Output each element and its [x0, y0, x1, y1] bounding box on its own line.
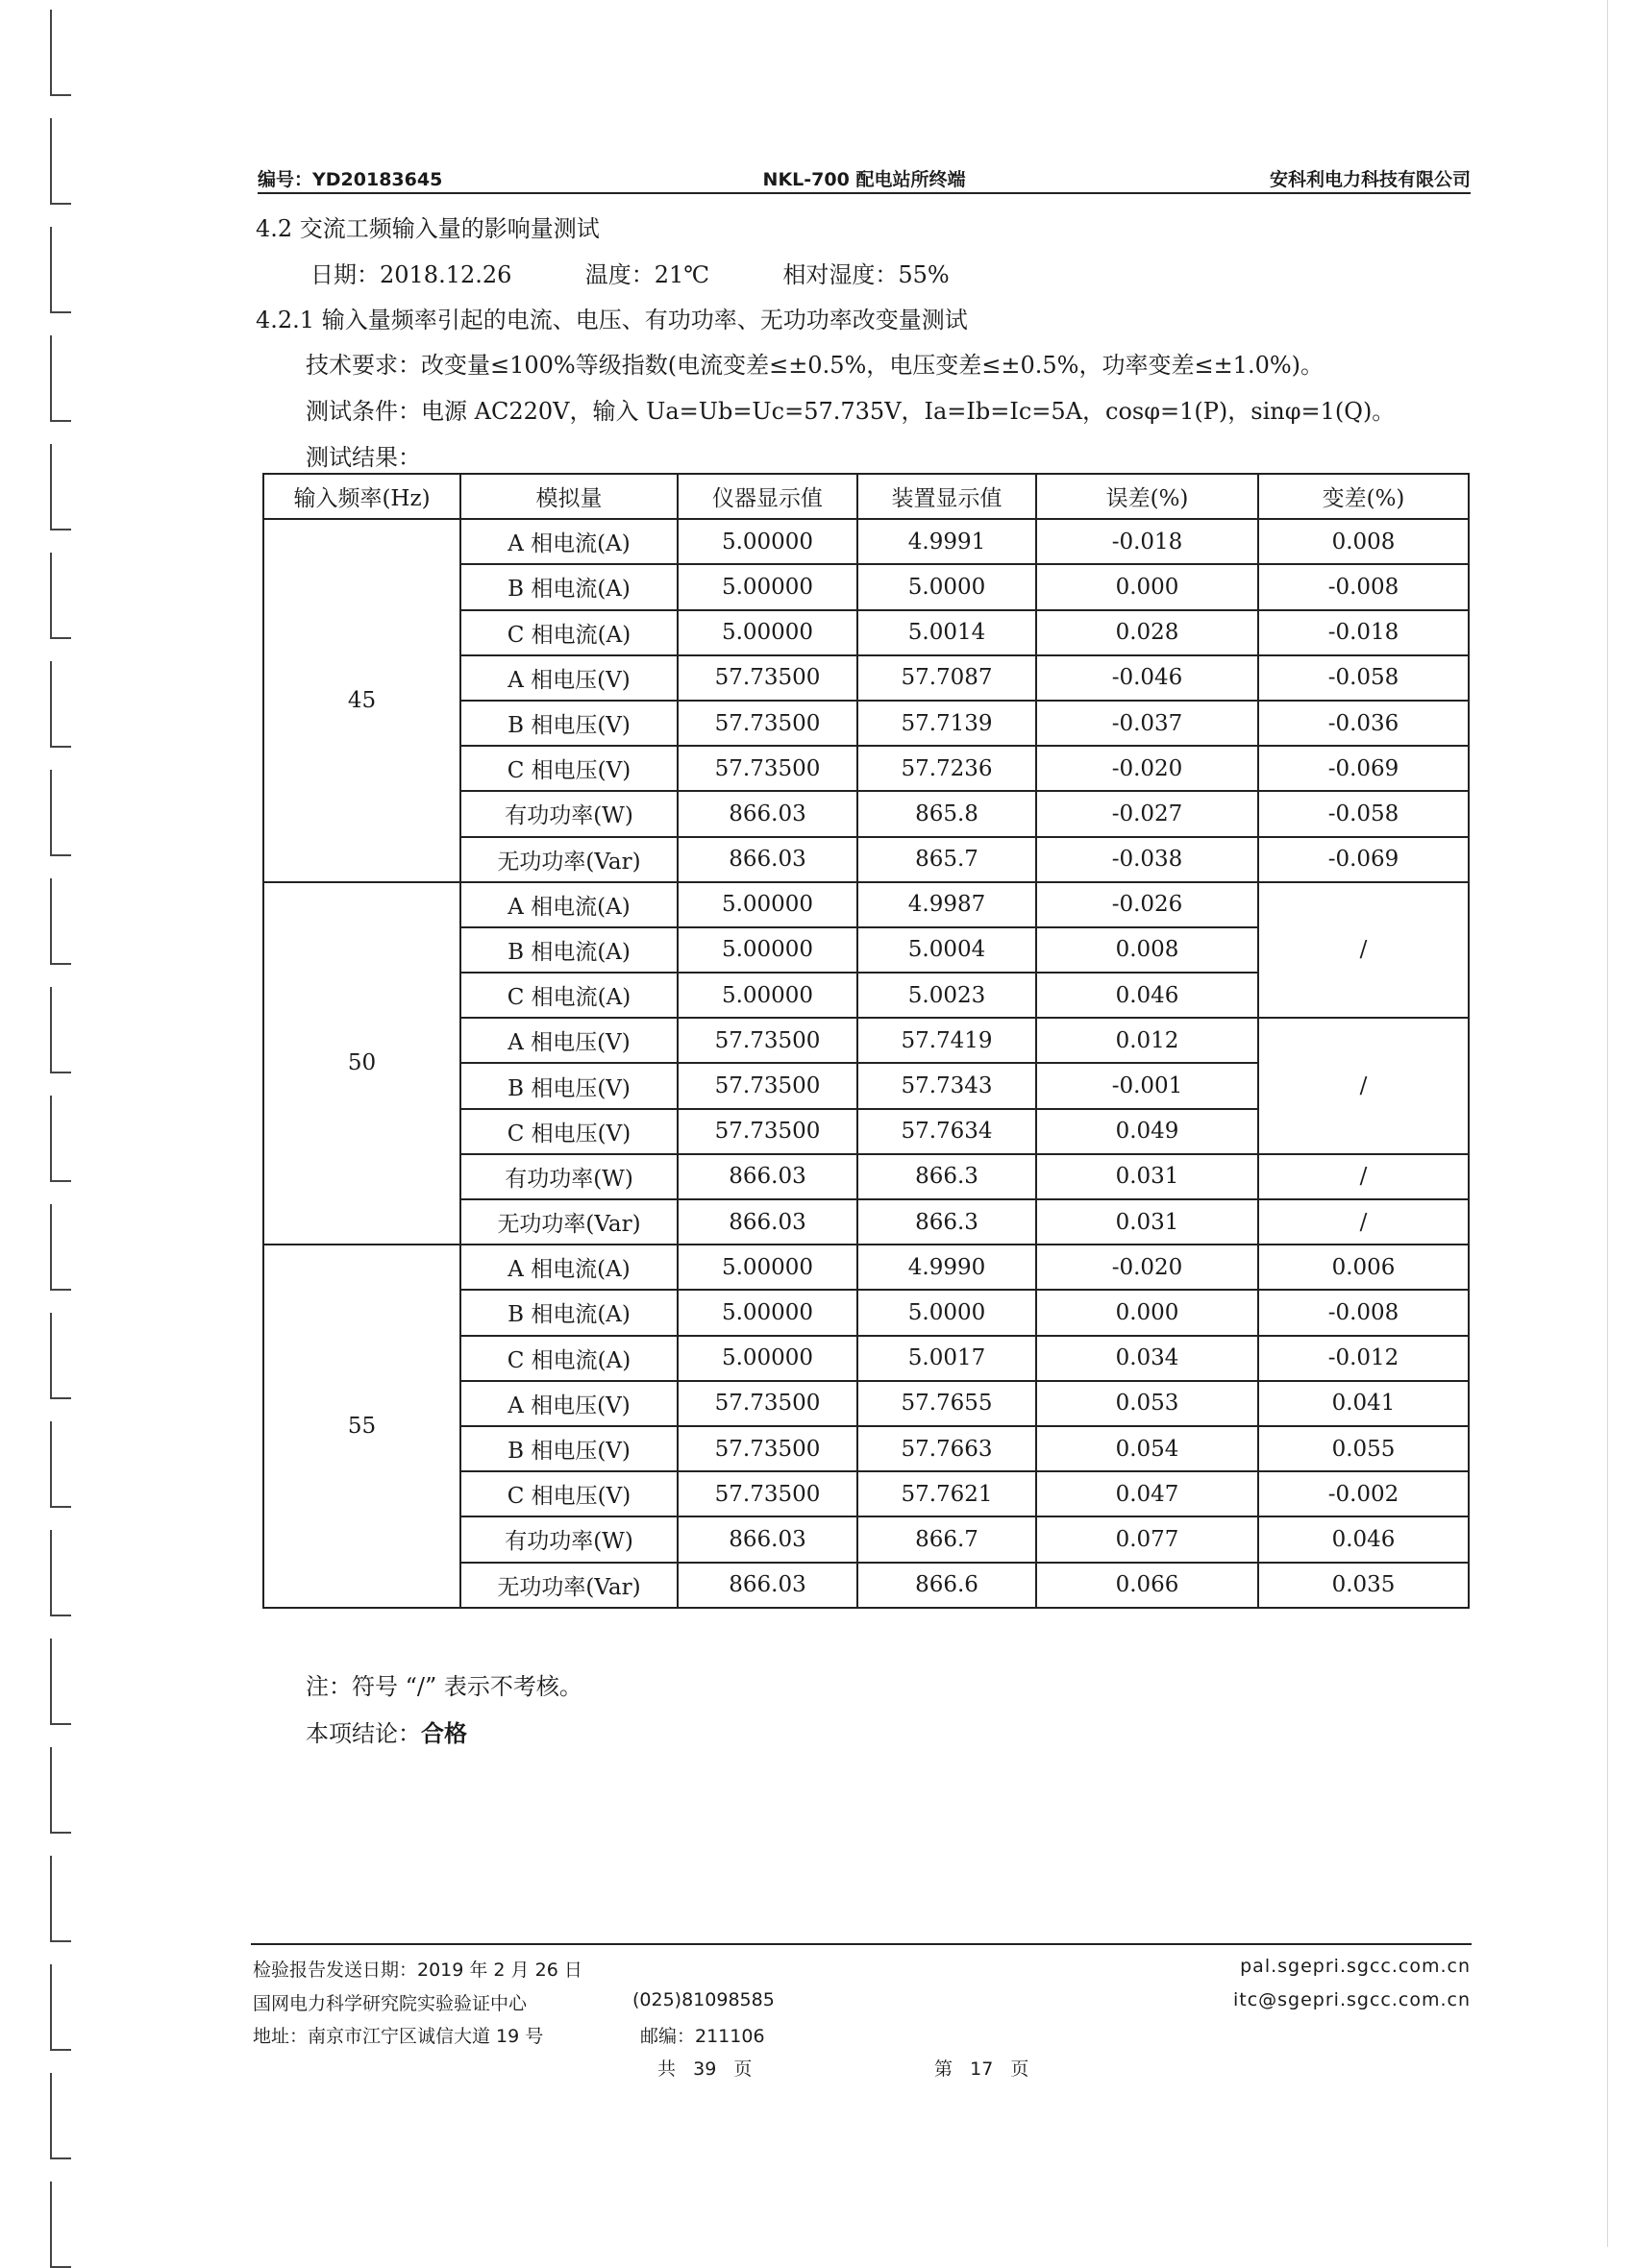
instrument-cell: 866.03: [678, 1154, 857, 1199]
device-cell: 57.7634: [857, 1109, 1036, 1154]
device-cell: 5.0017: [857, 1336, 1036, 1381]
device-cell: 4.9990: [857, 1245, 1036, 1290]
device-cell: 5.0014: [857, 610, 1036, 655]
binding-tick: [50, 1964, 71, 2051]
total-pages: 共 39 页: [657, 2058, 753, 2080]
device-cell: 57.7621: [857, 1471, 1036, 1516]
quantity-cell: 有功功率(W): [460, 1516, 678, 1562]
error-cell: 0.077: [1036, 1516, 1258, 1562]
quantity-cell: B 相电压(V): [460, 1063, 678, 1108]
col-header-error: 误差(%): [1036, 474, 1258, 519]
device-cell: 4.9991: [857, 519, 1036, 564]
variation-cell-not-assessed: /: [1258, 1018, 1469, 1154]
error-cell: 0.000: [1036, 1290, 1258, 1335]
instrument-cell: 5.00000: [678, 927, 857, 973]
error-cell: -0.027: [1036, 791, 1258, 836]
product-name: NKL-700 配电站所终端: [762, 169, 966, 190]
variation-cell: 0.035: [1258, 1563, 1469, 1608]
table-header-row: [263, 474, 1469, 519]
instrument-cell: 866.03: [678, 1563, 857, 1608]
quantity-cell: B 相电压(V): [460, 1426, 678, 1471]
instrument-cell: 5.00000: [678, 882, 857, 927]
table-row: [263, 882, 1469, 927]
instrument-cell: 57.73500: [678, 1063, 857, 1108]
variation-cell: -0.058: [1258, 655, 1469, 701]
table-row: [263, 519, 1469, 564]
variation-cell: 0.046: [1258, 1516, 1469, 1562]
error-cell: -0.018: [1036, 519, 1258, 564]
instrument-cell: 57.73500: [678, 701, 857, 746]
instrument-cell: 57.73500: [678, 1018, 857, 1063]
error-cell: 0.053: [1036, 1381, 1258, 1426]
error-cell: 0.046: [1036, 973, 1258, 1018]
variation-cell: -0.002: [1258, 1471, 1469, 1516]
quantity-cell: A 相电压(V): [460, 1381, 678, 1426]
error-cell: 0.031: [1036, 1154, 1258, 1199]
device-cell: 57.7663: [857, 1426, 1036, 1471]
variation-cell: -0.012: [1258, 1336, 1469, 1381]
binding-tick: [50, 770, 71, 856]
binding-tick: [50, 2182, 71, 2268]
binding-tick: [50, 10, 71, 96]
quantity-cell: B 相电流(A): [460, 564, 678, 609]
variation-cell: -0.008: [1258, 564, 1469, 609]
page-header: [258, 163, 1471, 194]
instrument-cell: 5.00000: [678, 610, 857, 655]
variation-cell: -0.018: [1258, 610, 1469, 655]
frequency-cell: 55: [263, 1245, 460, 1608]
instrument-cell: 5.00000: [678, 564, 857, 609]
results-table: [262, 473, 1470, 1609]
instrument-cell: 57.73500: [678, 655, 857, 701]
binding-tick: [50, 987, 71, 1073]
binding-tick: [50, 878, 71, 965]
instrument-cell: 866.03: [678, 1516, 857, 1562]
variation-cell: 0.055: [1258, 1426, 1469, 1471]
company-name: 安科利电力科技有限公司: [1269, 169, 1471, 190]
binding-tick: [50, 444, 71, 530]
device-cell: 57.7419: [857, 1018, 1036, 1063]
device-cell: 865.7: [857, 837, 1036, 882]
email: itc@sgepri.sgcc.com.cn: [1232, 1989, 1471, 2010]
binding-tick: [50, 1856, 71, 1942]
frequency-cell: 45: [263, 519, 460, 882]
variation-cell: 0.041: [1258, 1381, 1469, 1426]
footer-divider: [251, 1943, 1472, 1945]
col-header-quantity: 模拟量: [460, 474, 678, 519]
binding-tick: [50, 227, 71, 313]
instrument-cell: 866.03: [678, 837, 857, 882]
quantity-cell: A 相电压(V): [460, 655, 678, 701]
variation-cell: -0.036: [1258, 701, 1469, 746]
send-date: 检验报告发送日期：2019 年 2 月 26 日: [253, 1960, 582, 1981]
frequency-cell: 50: [263, 882, 460, 1245]
variation-cell: -0.069: [1258, 837, 1469, 882]
conclusion-label: 本项结论：: [306, 1720, 421, 1747]
issuing-center: 国网电力科学研究院实验验证中心: [253, 1993, 528, 2014]
table-row: [263, 1245, 1469, 1290]
instrument-cell: 5.00000: [678, 1245, 857, 1290]
test-conditions: 测试条件：电源 AC220V，输入 Ua=Ub=Uc=57.735V，Ia=Ib=Ic=5A，cosφ=1(P)，sinφ=1(Q)。: [306, 398, 1396, 425]
variation-cell: -0.058: [1258, 791, 1469, 836]
quantity-cell: 有功功率(W): [460, 1154, 678, 1199]
quantity-cell: 有功功率(W): [460, 791, 678, 836]
device-cell: 5.0000: [857, 564, 1036, 609]
quantity-cell: C 相电流(A): [460, 973, 678, 1018]
test-environment: 日期：2018.12.26 温度：21℃ 相对湿度：55%: [310, 261, 950, 288]
error-cell: 0.000: [1036, 564, 1258, 609]
error-cell: 0.049: [1036, 1109, 1258, 1154]
quantity-cell: C 相电流(A): [460, 610, 678, 655]
report-number: 编号：YD20183645: [258, 169, 443, 190]
binding-tick: [50, 335, 71, 422]
conclusion-value: 合格: [421, 1720, 467, 1747]
quantity-cell: C 相电压(V): [460, 1109, 678, 1154]
quantity-cell: A 相电压(V): [460, 1018, 678, 1063]
error-cell: -0.038: [1036, 837, 1258, 882]
quantity-cell: 无功功率(Var): [460, 1199, 678, 1245]
quantity-cell: B 相电压(V): [460, 701, 678, 746]
error-cell: -0.020: [1036, 1245, 1258, 1290]
binding-tick: [50, 1530, 71, 1616]
quantity-cell: B 相电流(A): [460, 927, 678, 973]
instrument-cell: 5.00000: [678, 1336, 857, 1381]
col-header-instrument: 仪器显示值: [678, 474, 857, 519]
quantity-cell: 无功功率(Var): [460, 1563, 678, 1608]
binding-tick: [50, 1421, 71, 1508]
device-cell: 866.3: [857, 1154, 1036, 1199]
error-cell: -0.037: [1036, 701, 1258, 746]
phone-number: (025)81098585: [632, 1989, 775, 2010]
instrument-cell: 5.00000: [678, 973, 857, 1018]
instrument-cell: 57.73500: [678, 1471, 857, 1516]
variation-cell: 0.006: [1258, 1245, 1469, 1290]
binding-tick: [50, 2073, 71, 2159]
variation-cell-not-assessed: /: [1258, 1154, 1469, 1199]
quantity-cell: 无功功率(Var): [460, 837, 678, 882]
conclusion: [306, 1714, 467, 1748]
scan-edge: [1607, 0, 1608, 2247]
device-cell: 57.7236: [857, 746, 1036, 791]
binding-tick: [50, 661, 71, 748]
instrument-cell: 5.00000: [678, 1290, 857, 1335]
postcode: 邮编：211106: [640, 2026, 765, 2047]
col-header-frequency: 输入频率(Hz): [263, 474, 460, 519]
instrument-cell: 57.73500: [678, 1426, 857, 1471]
device-cell: 57.7343: [857, 1063, 1036, 1108]
technical-requirement: 技术要求：改变量≤100%等级指数(电流变差≤±0.5%，电压变差≤±0.5%，功率变差≤±1.0%)。: [306, 352, 1325, 379]
error-cell: 0.066: [1036, 1563, 1258, 1608]
error-cell: -0.020: [1036, 746, 1258, 791]
error-cell: 0.028: [1036, 610, 1258, 655]
variation-cell: 0.008: [1258, 519, 1469, 564]
device-cell: 4.9987: [857, 882, 1036, 927]
binding-margin: [50, 0, 73, 2247]
section-title: 4.2 交流工频输入量的影响量测试: [256, 215, 600, 242]
device-cell: 866.3: [857, 1199, 1036, 1245]
results-label: 测试结果：: [306, 444, 421, 471]
error-cell: -0.001: [1036, 1063, 1258, 1108]
error-cell: -0.046: [1036, 655, 1258, 701]
binding-tick: [50, 1747, 71, 1834]
error-cell: 0.008: [1036, 927, 1258, 973]
device-cell: 5.0004: [857, 927, 1036, 973]
quantity-cell: A 相电流(A): [460, 882, 678, 927]
instrument-cell: 866.03: [678, 1199, 857, 1245]
address: 地址：南京市江宁区诚信大道 19 号: [253, 2026, 544, 2047]
instrument-cell: 57.73500: [678, 1109, 857, 1154]
error-cell: -0.026: [1036, 882, 1258, 927]
binding-tick: [50, 1313, 71, 1399]
subsection-title: 4.2.1 输入量频率引起的电流、电压、有功功率、无功功率改变量测试: [256, 307, 968, 333]
variation-cell-not-assessed: /: [1258, 882, 1469, 1019]
error-cell: 0.012: [1036, 1018, 1258, 1063]
col-header-variation: 变差(%): [1258, 474, 1469, 519]
device-cell: 866.7: [857, 1516, 1036, 1562]
error-cell: 0.054: [1036, 1426, 1258, 1471]
binding-tick: [50, 1204, 71, 1291]
table-note: 注：符号 “/” 表示不考核。: [306, 1673, 582, 1700]
device-cell: 57.7655: [857, 1381, 1036, 1426]
quantity-cell: A 相电流(A): [460, 519, 678, 564]
device-cell: 57.7139: [857, 701, 1036, 746]
instrument-cell: 57.73500: [678, 1381, 857, 1426]
variation-cell-not-assessed: /: [1258, 1199, 1469, 1245]
quantity-cell: A 相电流(A): [460, 1245, 678, 1290]
website: pal.sgepri.sgcc.com.cn: [1240, 1956, 1471, 1977]
binding-tick: [50, 1096, 71, 1182]
variation-cell: -0.008: [1258, 1290, 1469, 1335]
quantity-cell: C 相电压(V): [460, 1471, 678, 1516]
quantity-cell: C 相电压(V): [460, 746, 678, 791]
instrument-cell: 57.73500: [678, 746, 857, 791]
error-cell: 0.034: [1036, 1336, 1258, 1381]
error-cell: 0.047: [1036, 1471, 1258, 1516]
device-cell: 5.0000: [857, 1290, 1036, 1335]
device-cell: 865.8: [857, 791, 1036, 836]
quantity-cell: B 相电流(A): [460, 1290, 678, 1335]
quantity-cell: C 相电流(A): [460, 1336, 678, 1381]
variation-cell: -0.069: [1258, 746, 1469, 791]
device-cell: 57.7087: [857, 655, 1036, 701]
instrument-cell: 866.03: [678, 791, 857, 836]
binding-tick: [50, 118, 71, 205]
error-cell: 0.031: [1036, 1199, 1258, 1245]
instrument-cell: 5.00000: [678, 519, 857, 564]
binding-tick: [50, 553, 71, 639]
binding-tick: [50, 1639, 71, 1725]
device-cell: 5.0023: [857, 973, 1036, 1018]
page-number: 第 17 页: [934, 2058, 1029, 2080]
device-cell: 866.6: [857, 1563, 1036, 1608]
col-header-device: 装置显示值: [857, 474, 1036, 519]
